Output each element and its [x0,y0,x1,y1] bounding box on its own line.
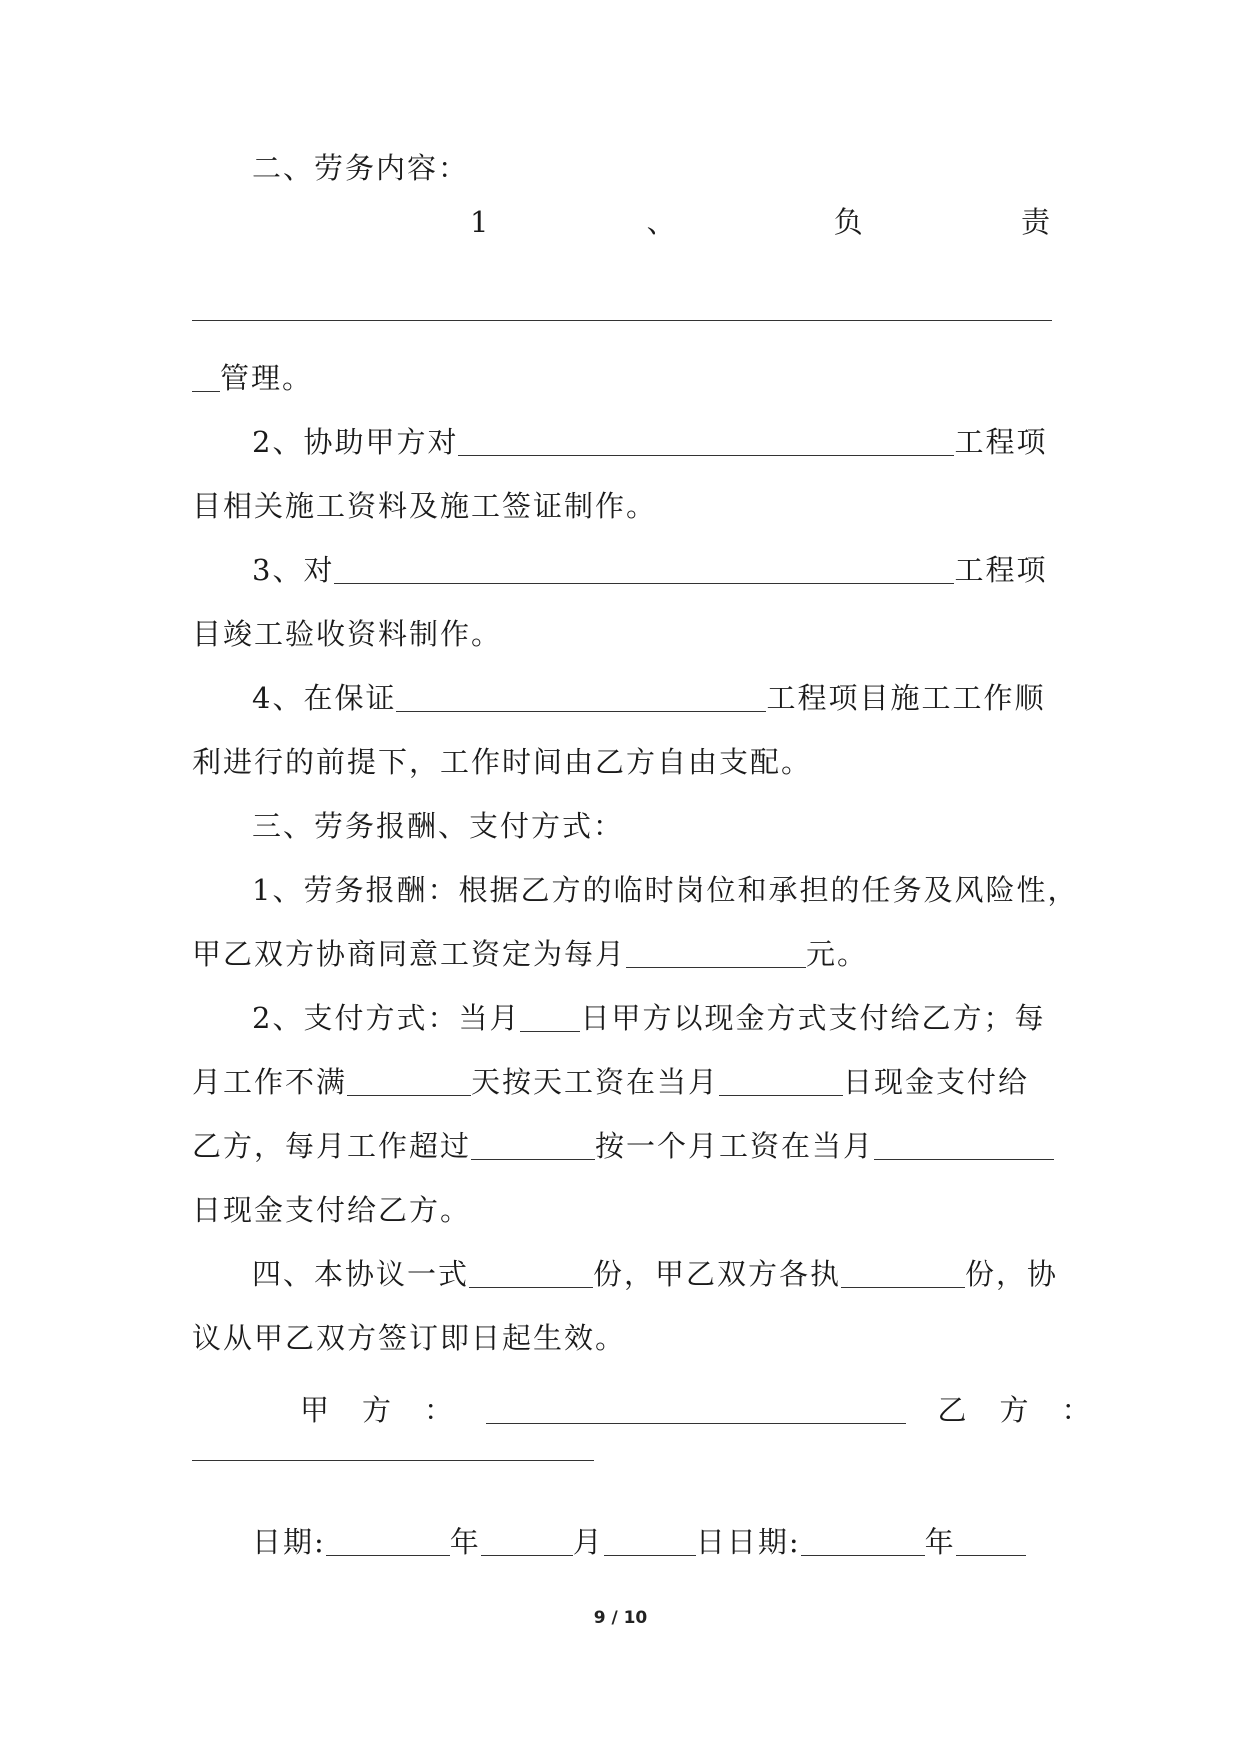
page-number: 9 / 10 [593,1608,648,1628]
section3-item2-line1: 2、支付方式：当月 日甲方以现金方式支付给乙方；每 [252,1001,1046,1035]
section2-item4-line1: 4、在保证 工程项目施工工作顺 [252,681,1046,715]
section2-item1-line1: 1 、 负 责 [470,205,1052,239]
party-b-label: 乙 方 ： [937,1393,1093,1427]
section4-line2: 议从甲乙双方签订即日起生效。 [192,1321,627,1355]
blank-underline [520,1001,580,1032]
blank-underline [471,1129,595,1160]
section3-item2-line4: 日现金支付给乙方。 [192,1193,472,1227]
section2-item3-line2: 目竣工验收资料制作。 [192,617,503,651]
section2-heading: 二、劳务内容： [252,151,470,185]
blank-underline [874,1129,1054,1160]
blank-underline [626,937,806,968]
blank-underline [481,1525,573,1556]
blank-underline [326,1525,450,1556]
blank-underline [604,1525,696,1556]
blank-underline [347,1065,471,1096]
section2-item3-line1: 3、对 工程项 [252,553,1048,587]
section3-heading: 三、劳务报酬、支付方式： [252,809,625,843]
party-a-blank [486,1393,906,1424]
blank-underline [192,361,220,392]
party-b-blank [192,1460,594,1461]
blank-underline [334,553,954,584]
date-line: 日期: 年 月 日日期: 年 [252,1520,1052,1564]
blank-underline [719,1065,843,1096]
blank-underline [469,1257,593,1288]
blank-underline [192,320,1052,321]
blank-underline [458,425,954,456]
blank-underline [801,1525,925,1556]
section2-item2-line1: 2、协助甲方对 工程项 [252,425,1048,459]
section2-item4-line2: 利进行的前提下，工作时间由乙方自由支配。 [192,745,813,779]
section4-line1: 四、本协议一式 份，甲乙双方各执 份，协 [252,1257,1059,1291]
blank-underline [396,681,766,712]
section3-item2-line2: 月工作不满 天按天工资在当月 日现金支付给 [192,1065,1030,1099]
signature-line [300,1388,1093,1432]
blank-underline [956,1525,1026,1556]
section2-item1-line2: 管理。 [192,356,1052,400]
blank-underline [841,1257,965,1288]
section3-item2-line3: 乙方，每月工作超过 按一个月工资在当月 [192,1124,1052,1168]
section2-item2-line2: 目相关施工资料及施工签证制作。 [192,489,658,523]
section3-item1-line2: 甲乙双方协商同意工资定为每月 元。 [192,937,869,971]
party-a-label: 甲 方 ： [300,1393,456,1427]
section3-item1-line1: 1、劳务报酬：根据乙方的临时岗位和承担的任务及风险性， [252,873,1079,907]
